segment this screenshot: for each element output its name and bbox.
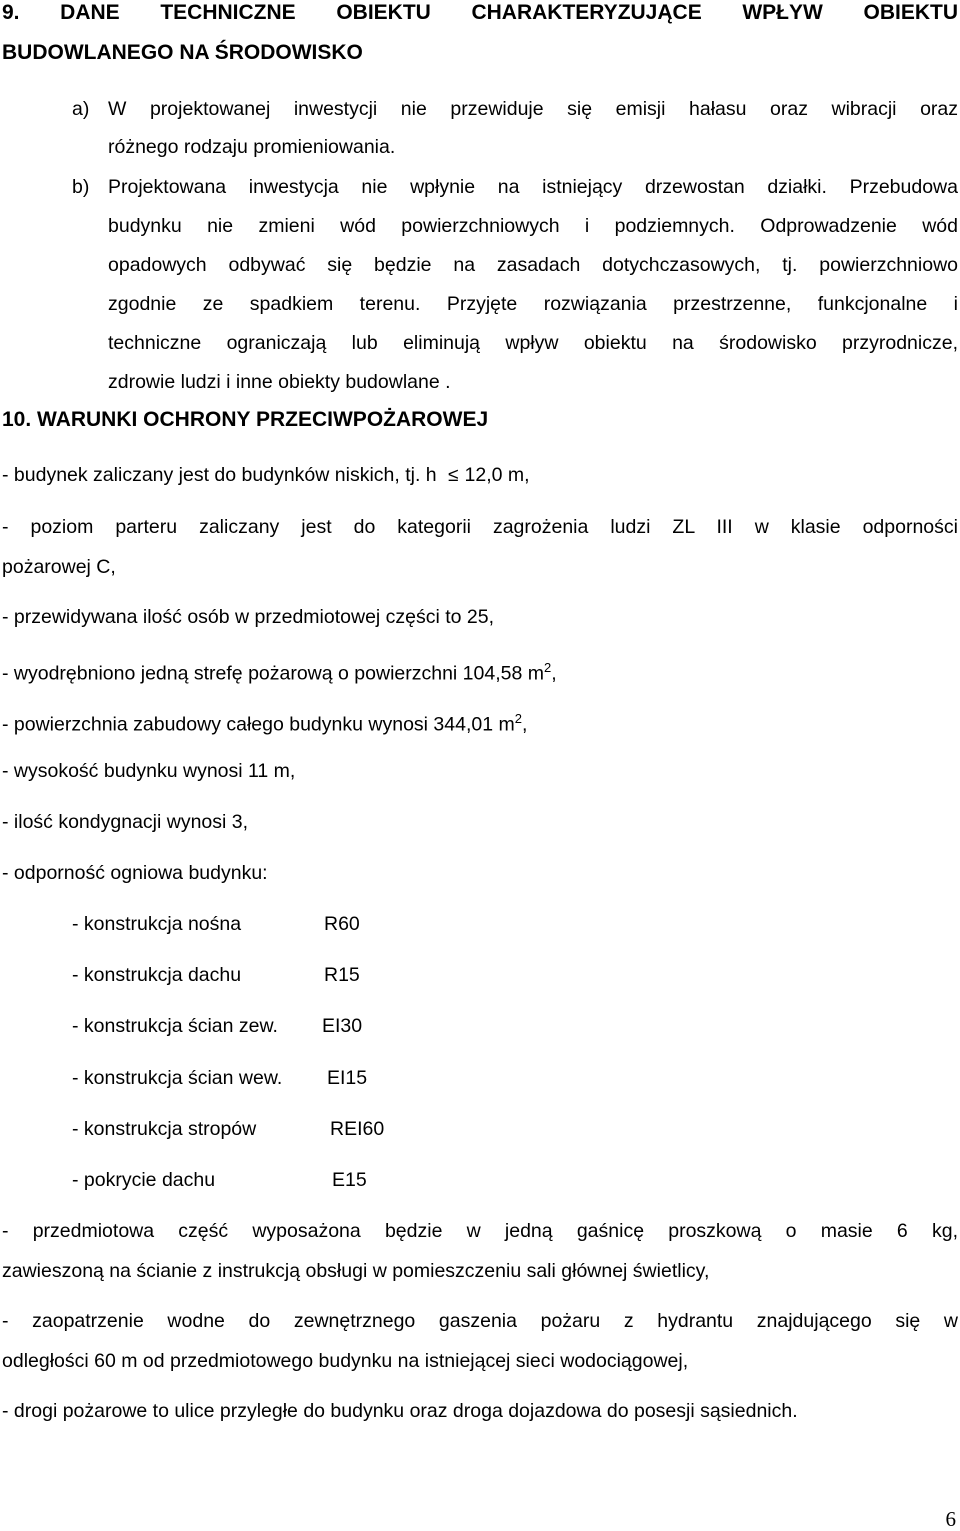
page-number: 6	[945, 1507, 956, 1531]
resistance-value: R60	[324, 913, 360, 935]
fire-item-water-supply-line1: - zaopatrzenie wodne do zewnętrznego gaszenia pożaru z hydrantu znajdującego się w	[2, 1310, 958, 1332]
resistance-label: - konstrukcja nośna	[72, 913, 242, 935]
section-10-heading: 10. WARUNKI OCHRONY PRZECIWPOŻAROWEJ	[2, 408, 489, 431]
item-a-line1: W projektowanej inwestycji nie przewiduje się emisji hałasu oraz wibracji oraz	[108, 98, 958, 120]
item-b-line6: zdrowie ludzi i inne obiekty budowlane .	[108, 371, 451, 393]
resistance-label: - konstrukcja ścian zew.	[72, 1015, 278, 1037]
item-b-line5: techniczne ograniczają lub eliminują wpływ obiektu na środowisko przyrodnicze,	[108, 332, 958, 354]
item-b-line4: zgodnie ze spadkiem terenu. Przyjęte rozwiązania przestrzenne, funkcjonalne i	[108, 293, 958, 315]
list-marker-a: a)	[72, 98, 90, 120]
section-9-heading-line2: BUDOWLANEGO NA ŚRODOWISKO	[2, 41, 363, 64]
fire-item-fire-zone-text: - wyodrębniono jedną strefę pożarową o powierzchni 104,58 m	[2, 662, 544, 685]
fire-item-risk-category-line2: pożarowej C,	[2, 556, 116, 578]
resistance-value: EI15	[327, 1067, 368, 1089]
resistance-value: EI30	[322, 1015, 363, 1037]
fire-item-building-area	[2, 706, 527, 738]
resistance-label: - konstrukcja dachu	[72, 964, 242, 986]
list-marker-b: b)	[72, 176, 90, 198]
fire-item-fire-resistance: - odporność ogniowa budynku:	[2, 862, 268, 884]
fire-item-storeys: - ilość kondygnacji wynosi 3,	[2, 811, 249, 833]
item-a-line2: różnego rodzaju promieniowania.	[108, 136, 396, 158]
fire-item-building-area-text: - powierzchnia zabudowy całego budynku wynosi 344,01 m	[2, 713, 515, 736]
section-9-heading-line1: 9. DANE TECHNICZNE OBIEKTU CHARAKTERYZUJĄCE WPŁYW OBIEKTU	[2, 1, 958, 24]
superscript-2: 2	[514, 711, 522, 726]
fire-item-risk-category-line1: - poziom parteru zaliczany jest do kategorii zagrożenia ludzi ZL III w klasie odporności	[2, 516, 958, 538]
fire-item-building-height	[2, 462, 530, 489]
resistance-value: R15	[324, 964, 360, 986]
fire-item-fire-zone-comma: ,	[551, 662, 557, 685]
item-b-line2: budynku nie zmieni wód powierzchniowych i podziemnych. Odprowadzenie wód	[108, 215, 958, 237]
resistance-label: - konstrukcja ścian wew.	[72, 1067, 283, 1089]
resistance-value: REI60	[330, 1118, 385, 1140]
resistance-label: - pokrycie dachu	[72, 1169, 216, 1191]
resistance-label: - konstrukcja stropów	[72, 1118, 257, 1140]
fire-item-extinguisher-line1: - przedmiotowa część wyposażona będzie w jedną gaśnicę proszkową o masie 6 kg,	[2, 1220, 958, 1242]
fire-item-water-supply-line2: odległości 60 m od przedmiotowego budynku na istniejącej sieci wodociągowej,	[2, 1350, 689, 1372]
item-b-line1: Projektowana inwestycja nie wpłynie na istniejący drzewostan działki. Przebudowa	[108, 176, 958, 198]
fire-item-extinguisher-line2: zawieszoną na ścianie z instrukcją obsługi w pomieszczeniu sali głównej świetlicy,	[2, 1260, 710, 1282]
fire-item-building-height-value: 12,0 m,	[464, 464, 530, 486]
less-equal-symbol: ≤	[448, 465, 459, 486]
fire-item-building-height-m: - wysokość budynku wynosi 11 m,	[2, 760, 296, 782]
item-b-line3: opadowych odbywać się będzie na zasadach dotychczasowych, tj. powierzchniowo	[108, 254, 958, 276]
fire-item-fire-roads: - drogi pożarowe to ulice przyległe do budynku oraz droga dojazdowa do posesji sąsiednich.	[2, 1400, 798, 1422]
fire-item-fire-zone	[2, 655, 557, 687]
fire-item-building-height-text: - budynek zaliczany jest do budynków niskich, tj. h	[2, 464, 437, 486]
fire-item-building-area-comma: ,	[521, 713, 528, 736]
superscript-2: 2	[543, 660, 552, 675]
resistance-value: E15	[332, 1169, 367, 1191]
fire-item-occupants: - przewidywana ilość osób w przedmiotowej części to 25,	[2, 606, 495, 628]
